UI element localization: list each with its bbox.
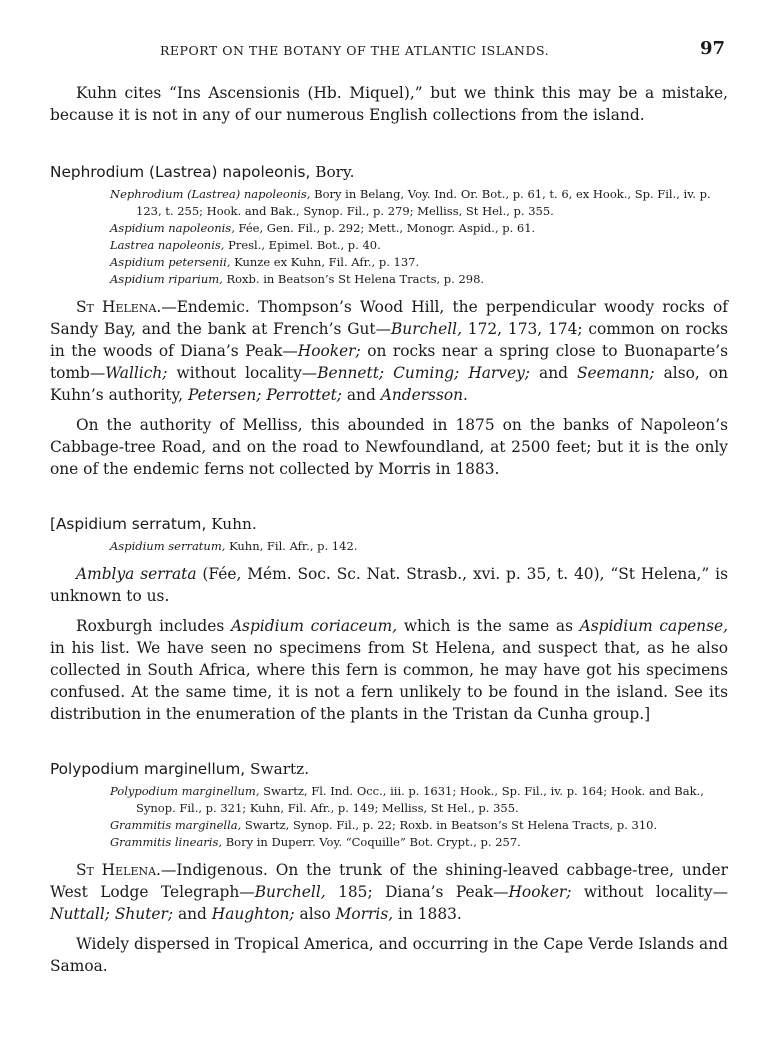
running-title: REPORT ON THE BOTANY OF THE ATLANTIC ISLANDS. (160, 43, 550, 58)
aspidium-roxburgh-paragraph: Roxburgh includes Aspidium coriaceum, which is the same as Aspidium capense, in his list. We have seen no specimens from St Helena, and suspect that, as he also collected in South Africa, where this fern is common, he may have got his specimens confused. At the same time, it is not a fern unlikely to be found in the island. See its distribution in the enumeration of the plants in the Tristan da Cunha group.] (50, 617, 728, 723)
polypodium-synonyms (50, 783, 728, 851)
synonym-line: Grammitis marginella, Swartz, Synop. Fil., p. 22; Roxb. in Beatson’s St Helena Tracts, p. 310. (110, 818, 658, 832)
aspidium-name: [Aspidium serratum, (50, 515, 207, 533)
aspidium-synonyms (50, 538, 728, 555)
synonym-line: Grammitis linearis, Bory in Duperr. Voy. “Coquille” Bot. Crypt., p. 257. (110, 835, 521, 849)
polypodium-distribution-paragraph: Widely dispersed in Tropical America, and occurring in the Cape Verde Islands and Samoa. (50, 935, 728, 975)
aspidium-author: Kuhn. (211, 515, 257, 533)
polypodium-heading (50, 759, 728, 779)
nephrodium-heading (50, 162, 728, 182)
polypodium-author: Swartz. (250, 760, 310, 778)
running-head (0, 38, 776, 62)
synonym-line: Polypodium marginellum, Swartz, Fl. Ind. Occ., iii. p. 1631; Hook., Sp. Fil., iv. p. 164; Hook. and Bak., Synop. Fil., p. 321; Kuhn, Fil. Afr., p. 149; Melliss, St Hel., p. 355. (110, 784, 704, 815)
nephrodium-authority-paragraph: On the authority of Melliss, this abounded in 1875 on the banks of Napoleon’s Cabbage-tree Road, and on the road to Newfoundland, at 2500 feet; but it is the only one of the endemic ferns not collected by Morris in 1883. (50, 416, 728, 478)
aspidium-amblya-paragraph: Amblya serrata (Fée, Mém. Soc. Sc. Nat. Strasb., xvi. p. 35, t. 40), “St Helena,” is unknown to us. (50, 565, 728, 605)
polypodium-locality-paragraph: St Helena.—Indigenous. On the trunk of the shining-leaved cabbage-tree, under West Lodge Telegraph—Burchell, 185; Diana’s Peak—Hooker; without locality—Nuttall; Shuter; and Haughton; also Morris, in 1883. (50, 861, 728, 923)
synonym-line: Aspidium serratum, Kuhn, Fil. Afr., p. 142. (110, 539, 358, 553)
nephrodium-author: Bory. (315, 163, 355, 181)
synonym-line: Aspidium riparium, Roxb. in Beatson’s St Helena Tracts, p. 298. (110, 272, 485, 286)
aspidium-heading (50, 514, 728, 534)
intro-paragraph: Kuhn cites “Ins Ascensionis (Hb. Miquel),” but we think this may be a mistake, because it is not in any of our numerous English collections from the island. (50, 84, 728, 124)
polypodium-name: Polypodium marginellum, (50, 760, 246, 778)
nephrodium-name: Nephrodium (Lastrea) napoleonis, (50, 163, 311, 181)
page-number: 97 (700, 38, 726, 59)
page-body (50, 82, 728, 977)
nephrodium-synonyms (50, 186, 728, 288)
synonym-line: Nephrodium (Lastrea) napoleonis, Bory in Belang, Voy. Ind. Or. Bot., p. 61, t. 6, ex Hook., Sp. Fil., iv. p. 123, t. 255; Hook. and Bak., Synop. Fil., p. 279; Melliss, St Hel., p. 355. (110, 187, 711, 218)
synonym-line: Lastrea napoleonis, Presl., Epimel. Bot., p. 40. (110, 238, 381, 252)
synonym-line: Aspidium napoleonis, Fée, Gen. Fil., p. 292; Mett., Monogr. Aspid., p. 61. (110, 221, 536, 235)
nephrodium-locality-paragraph: St Helena.—Endemic. Thompson’s Wood Hill, the perpendicular woody rocks of Sandy Bay, and the bank at French’s Gut—Burchell, 172, 173, 174; common on rocks in the woods of Diana’s Peak—Hooker; on rocks near a spring close to Buonaparte’s tomb—Wallich; without locality—Bennett; Cuming; Harvey; and Seemann; also, on Kuhn’s authority, Petersen; Perrottet; and Andersson. (50, 298, 728, 404)
synonym-line: Aspidium petersenii, Kunze ex Kuhn, Fil. Afr., p. 137. (110, 255, 420, 269)
